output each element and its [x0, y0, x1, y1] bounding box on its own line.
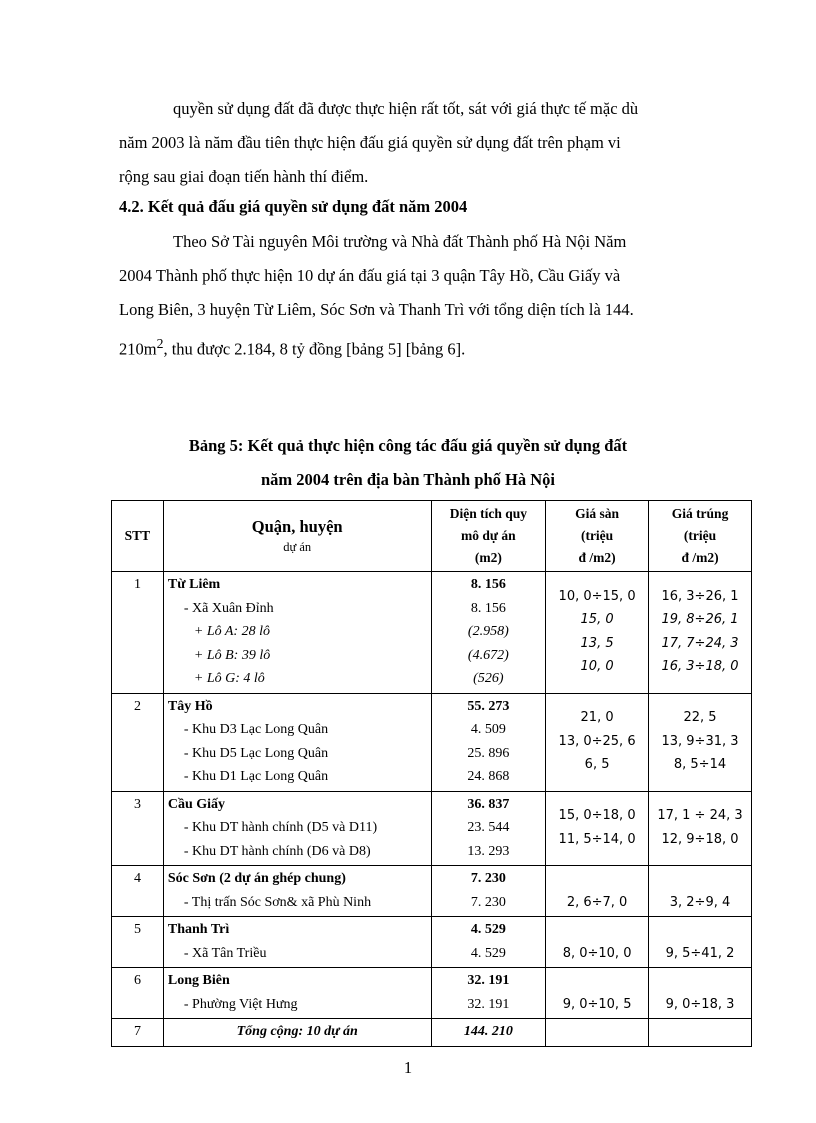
project-name: - Khu DT hành chính (D5 và D11) [183, 820, 378, 835]
cell-stt [112, 791, 164, 866]
cell-empty [649, 1019, 752, 1047]
cell-winning-price [649, 968, 752, 1019]
project-name: - Khu D3 Lạc Long Quân [183, 722, 329, 737]
project-area: 8. 156 [470, 600, 506, 616]
paragraph1-line1: quyền sử dụng đất đã được thực hiện rất tốt, sát với giá thực tế mặc dù [173, 99, 639, 118]
winning-price-value: 8, 5÷14 [673, 757, 727, 773]
row-number: 5 [133, 922, 141, 937]
table-caption-line1: Bảng 5: Kết quả thực hiện công tác đấu giá quyền sử dụng đất [188, 436, 628, 455]
price-spacer [653, 573, 747, 585]
cell-stt [112, 917, 164, 968]
winning-price-value: 17, 7÷24, 3 [661, 635, 739, 651]
district-total-area: 8. 156 [470, 577, 506, 592]
table-row [112, 866, 752, 917]
project-name: - Khu D5 Lạc Long Quân [183, 745, 329, 761]
row-number: 6 [133, 973, 141, 988]
district-name: Long Biên [167, 973, 230, 988]
cell-area [431, 693, 546, 791]
cell-winning-price [649, 572, 752, 694]
cell-area [431, 968, 546, 1019]
lot-name: + Lô B: 39 lô [193, 647, 271, 663]
table-header-row [112, 501, 752, 572]
winning-price-value: 17, 1 ÷ 24, 3 [657, 808, 743, 824]
table-caption-line2: năm 2004 trên địa bàn Thành phố Hà Nội [260, 470, 556, 489]
project-area: 25. 896 [467, 745, 510, 761]
winning-price-value: 12, 9÷18, 0 [661, 831, 739, 847]
cell-district [163, 917, 431, 968]
winning-price-value: 9, 5÷41, 2 [665, 945, 735, 961]
project-name: - Phường Việt Hưng [183, 996, 298, 1012]
price-spacer [653, 793, 747, 805]
paragraph2-line4a: 210m [119, 339, 157, 359]
paragraph1-line2: năm 2003 là năm đầu tiên thực hiện đấu giá quyền sử dụng đất trên phạm vi [119, 133, 621, 152]
district-name: Tây Hồ [167, 698, 213, 714]
cell-stt [112, 1019, 164, 1047]
cell-winning-price [649, 866, 752, 917]
cell-total-label [163, 1019, 431, 1047]
district-name: Sóc Sơn (2 dự án ghép chung) [167, 871, 346, 886]
cell-stt [112, 693, 164, 791]
total-area: 144. 210 [463, 1024, 513, 1039]
row-number: 1 [133, 577, 141, 592]
cell-floor-price [546, 866, 649, 917]
paragraph2-line3: Long Biên, 3 huyện Từ Liêm, Sóc Sơn và Thanh Trì với tổng diện tích là 144. [119, 300, 634, 319]
table-row [112, 791, 752, 866]
cell-district [163, 572, 431, 694]
table-row [112, 968, 752, 1019]
cell-area [431, 572, 546, 694]
floor-price-value: 2, 6÷7, 0 [566, 894, 628, 910]
price-spacer [550, 918, 644, 942]
winning-price-value: 16, 3÷26, 1 [661, 588, 739, 604]
district-total-area: 36. 837 [467, 796, 510, 812]
project-name: - Khu D1 Lạc Long Quân [183, 769, 329, 784]
project-area: 23. 544 [467, 820, 510, 835]
floor-price-value: 6, 5 [584, 757, 610, 773]
price-spacer [550, 969, 644, 993]
cell-district [163, 693, 431, 791]
project-area: (4.672) [467, 647, 509, 663]
project-area: 7. 230 [470, 894, 506, 910]
project-name: - Xã Xuân Đỉnh [183, 600, 274, 616]
district-total-area: 7. 230 [470, 871, 506, 886]
district-name: Từ Liêm [167, 577, 221, 592]
price-spacer [653, 867, 747, 891]
cell-district [163, 968, 431, 1019]
cell-floor-price [546, 693, 649, 791]
table-row [112, 693, 752, 791]
floor-price-value: 9, 0÷10, 5 [562, 996, 632, 1012]
header-stt: STT [112, 501, 164, 572]
cell-floor-price [546, 572, 649, 694]
lot-name: + Lô A: 28 lô [193, 624, 270, 639]
section-heading: 4.2. Kết quả đấu giá quyền sử dụng đất năm 2004 [119, 197, 468, 216]
cell-district [163, 791, 431, 866]
paragraph1-line3: rộng sau giai đoạn tiến hành thí điểm. [119, 167, 369, 186]
floor-price-value: 21, 0 [580, 710, 614, 726]
price-spacer [653, 969, 747, 993]
cell-area [431, 791, 546, 866]
floor-price-value: 11, 5÷14, 0 [558, 831, 636, 847]
winning-price-value: 22, 5 [683, 710, 717, 726]
header-district: Quận, huyện dự án [163, 501, 431, 572]
floor-price-value: 15, 0 [580, 612, 614, 628]
winning-price-value: 19, 8÷26, 1 [661, 612, 739, 628]
project-name: - Xã Tân Triều [183, 945, 267, 961]
cell-winning-price [649, 917, 752, 968]
winning-price-value: 9, 0÷18, 3 [665, 996, 735, 1012]
paragraph2-line4b: , thu được 2.184, 8 tỷ đồng [bảng 5] [bảng 6]. [163, 339, 466, 359]
paragraph-continued [119, 92, 750, 194]
project-area: 13. 293 [467, 843, 510, 859]
cell-winning-price [649, 693, 752, 791]
project-area: 32. 191 [467, 996, 510, 1012]
cell-area [431, 917, 546, 968]
cell-floor-price [546, 791, 649, 866]
winning-price-value: 13, 9÷31, 3 [661, 733, 739, 749]
table-total-row [112, 1019, 752, 1047]
price-spacer [653, 918, 747, 942]
floor-price-value: 8, 0÷10, 0 [562, 945, 632, 961]
header-area: Diện tích quy mô dự án (m2) [431, 501, 546, 572]
floor-price-value: 10, 0 [580, 659, 614, 675]
total-label: Tổng cộng: 10 dự án [236, 1024, 358, 1039]
floor-price-value: 13, 0÷25, 6 [558, 733, 636, 749]
price-spacer [550, 867, 644, 891]
paragraph-results [119, 225, 750, 367]
district-total-area: 4. 529 [470, 922, 506, 937]
paragraph2-line1: Theo Sở Tài nguyên Môi trường và Nhà đất Thành phố Hà Nội Năm [173, 232, 627, 251]
cell-stt [112, 866, 164, 917]
district-name: Thanh Trì [167, 922, 230, 937]
floor-price-value: 15, 0÷18, 0 [558, 808, 636, 824]
project-area: 24. 868 [467, 769, 510, 784]
floor-price-value: 10, 0÷15, 0 [558, 588, 636, 604]
project-area: (526) [473, 671, 504, 686]
superscript-2: 2 [156, 336, 164, 351]
price-spacer [653, 695, 747, 707]
district-total-area: 55. 273 [467, 698, 510, 714]
district-name: Cầu Giấy [167, 796, 226, 812]
row-number: 7 [133, 1024, 141, 1039]
cell-floor-price [546, 917, 649, 968]
cell-winning-price [649, 791, 752, 866]
project-area: (2.958) [467, 624, 509, 639]
cell-floor-price [546, 968, 649, 1019]
table-row [112, 917, 752, 968]
row-number: 3 [133, 796, 141, 812]
row-number: 4 [133, 871, 141, 886]
lot-name: + Lô G: 4 lô [193, 671, 265, 686]
price-spacer [550, 695, 644, 707]
project-name: - Khu DT hành chính (D6 và D8) [183, 843, 371, 859]
cell-stt [112, 968, 164, 1019]
winning-price-value: 3, 2÷9, 4 [669, 894, 731, 910]
price-spacer [550, 793, 644, 805]
header-floor-price: Giá sàn (triệu đ /m2) [546, 501, 649, 572]
table-row [112, 572, 752, 694]
auction-results-table [111, 500, 752, 1047]
header-winning-price: Giá trúng (triệu đ /m2) [649, 501, 752, 572]
row-number: 2 [133, 698, 141, 714]
district-total-area: 32. 191 [467, 973, 510, 988]
project-area: 4. 529 [470, 945, 506, 961]
cell-stt [112, 572, 164, 694]
price-spacer [550, 573, 644, 585]
paragraph2-line2: 2004 Thành phố thực hiện 10 dự án đấu giá tại 3 quận Tây Hồ, Cầu Giấy và [119, 266, 621, 285]
project-area: 4. 509 [470, 722, 506, 737]
page-number: 1 [403, 1058, 413, 1077]
project-name: - Thị trấn Sóc Sơn& xã Phù Ninh [183, 894, 372, 910]
cell-area [431, 866, 546, 917]
cell-empty [546, 1019, 649, 1047]
table-body [112, 572, 752, 1047]
winning-price-value: 16, 3÷18, 0 [661, 659, 739, 675]
cell-total-area [431, 1019, 546, 1047]
cell-district [163, 866, 431, 917]
floor-price-value: 13, 5 [580, 635, 614, 651]
